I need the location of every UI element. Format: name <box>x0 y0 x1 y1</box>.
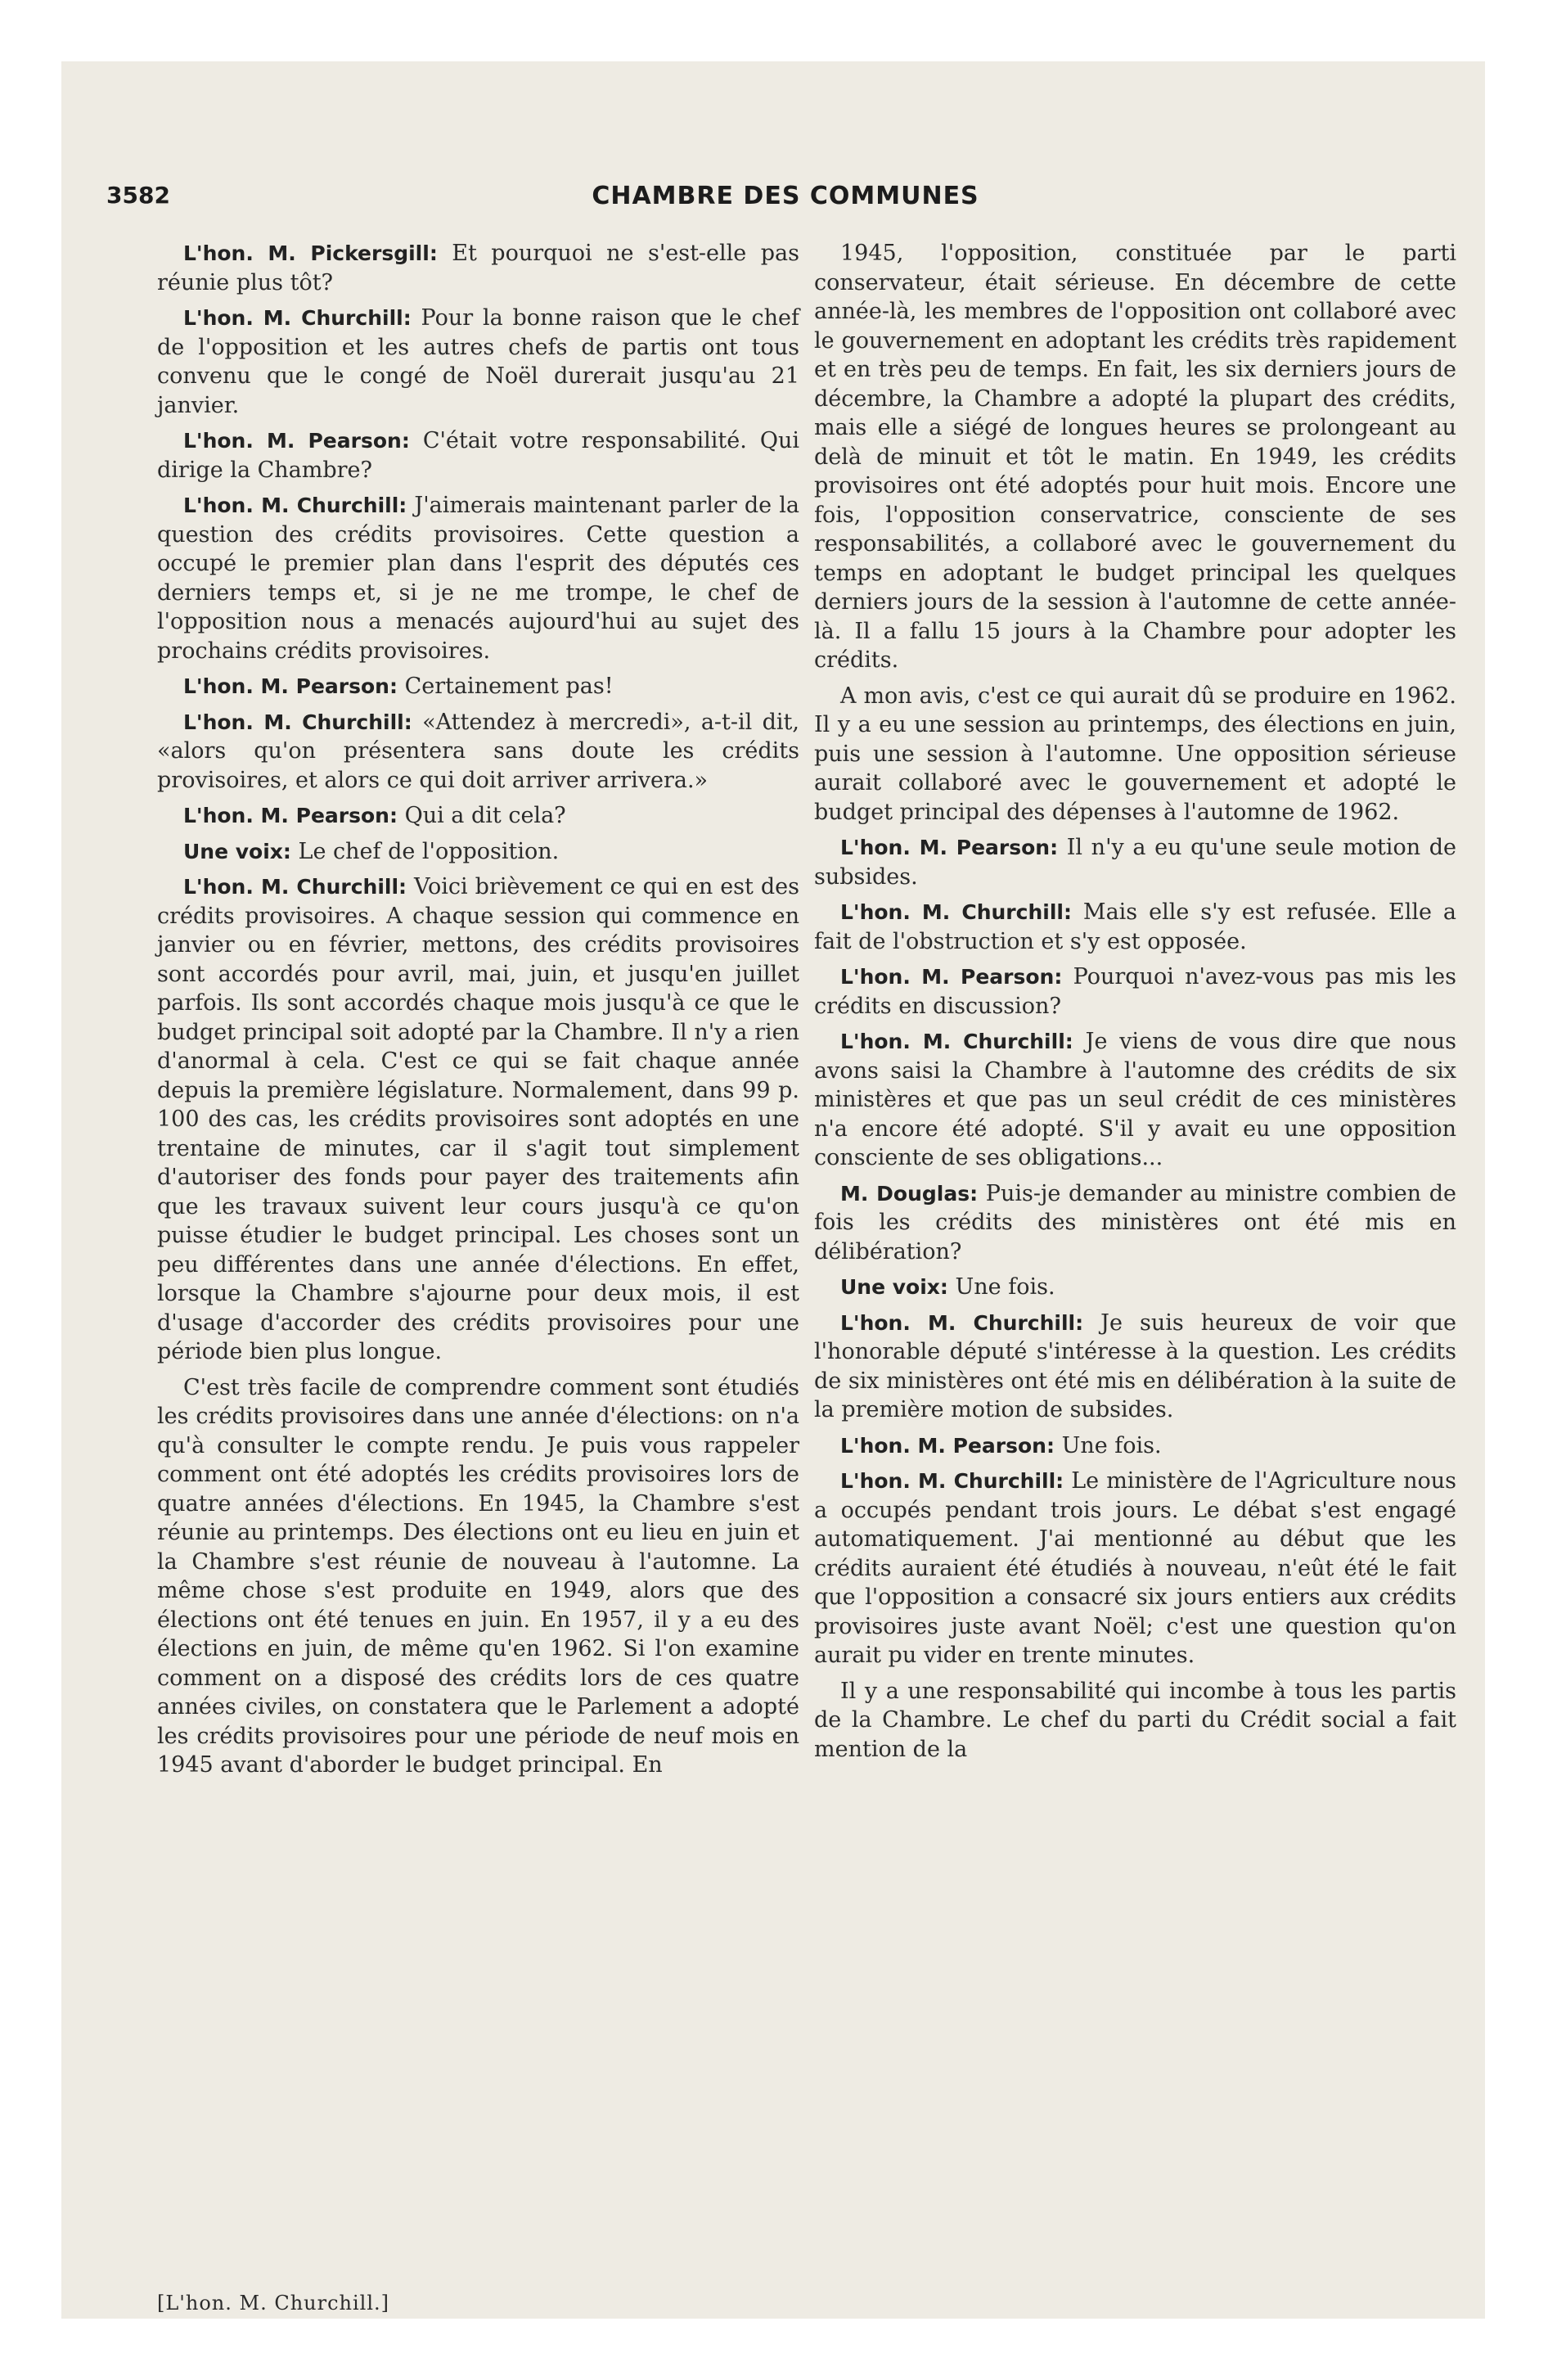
speaker-name: Une voix: <box>840 1275 948 1299</box>
paragraph <box>157 672 799 701</box>
paragraph <box>814 1027 1456 1173</box>
paragraph <box>157 1373 799 1780</box>
paragraph <box>814 1677 1456 1765</box>
paragraph <box>157 872 799 1367</box>
paragraph-text: Il n'y a eu qu'une seule motion de subsides. <box>814 835 1456 890</box>
paragraph <box>157 426 799 485</box>
paragraph <box>814 1467 1456 1670</box>
paragraph-text: Le ministère de l'Agriculture nous a occupés pendant trois jours. Le débat s'est engagé automatiquement. J'ai mentionné au début que les crédits auraient été étudiés à nouveau, n'eût été le fait que l'opposition a consacré six jours entiers aux crédits provisoires juste avant Noël; c'est une question qu'on aurait pu vider en trente minutes. <box>814 1468 1456 1668</box>
paragraph <box>814 898 1456 956</box>
paragraph <box>814 962 1456 1021</box>
paragraph-text: Mais elle s'y est refusée. Elle a fait de l'obstruction et s'y est opposée. <box>814 899 1456 954</box>
paragraph-text: Et pourquoi ne s'est-elle pas réunie plus tôt? <box>157 241 799 295</box>
speaker-name: L'hon. M. Pearson: <box>183 804 398 827</box>
paragraph <box>157 801 799 831</box>
paragraph <box>814 1179 1456 1267</box>
paragraph-text: Certainement pas! <box>404 674 614 699</box>
paragraph <box>814 1273 1456 1302</box>
speaker-name: L'hon. M. Churchill: <box>840 1310 1084 1335</box>
footer-speaker-reference: [L'hon. M. Churchill.] <box>157 2292 390 2315</box>
paragraph-text: Qui a dit cela? <box>404 803 566 828</box>
paragraph-text: Pour la bonne raison que le chef de l'opposition et les autres chefs de partis ont tous convenu que le congé de Noël durerait jusqu'au 21 janvier. <box>157 305 799 418</box>
paragraph <box>814 682 1456 827</box>
paragraph <box>814 239 1456 675</box>
paragraph-text: C'était votre responsabilité. Qui dirige la Chambre? <box>157 428 799 483</box>
paragraph-text: Le chef de l'opposition. <box>298 838 560 864</box>
speaker-name: L'hon. M. Churchill: <box>183 306 412 330</box>
paragraph-text: Voici brièvement ce qui en est des crédits provisoires. A chaque session qui commence en janvier ou en février, mettons, des crédits provisoires sont accordés pour avril, mai, juin, et jusqu'en juillet parfois. Ils sont accordés chaque mois jusqu'à ce que le budget principal soit adopté par la Chambre. Il n'y a rien d'anormal à cela. C'est ce qui se fait chaque année depuis la première législature. Normalement, dans 99 p. 100 des cas, les crédits provisoires sont adoptés en une trentaine de minutes, car il s'agit tout simplement d'autoriser des fonds pour payer des traitements afin que les travaux suivent leur cours jusqu'à ce qu'on puisse étudier le budget principal. Les choses sont un peu différentes dans une année d'élections. En effet, lorsque la Chambre s'ajourne pour deux mois, il est d'usage d'accorder des crédits provisoires pour une période bien plus longue. <box>157 874 799 1364</box>
speaker-name: L'hon. M. Pearson: <box>840 965 1063 989</box>
right-column <box>814 239 1456 1770</box>
paragraph <box>157 304 799 420</box>
paragraph <box>157 837 799 867</box>
paragraph-text: C'est très facile de comprendre comment sont étudiés les crédits provisoires dans une année d'élections: on n'a qu'à consulter le compte rendu. Je puis vous rappeler comment ont été adoptés les crédits provisoires lors de quatre années d'élections. En 1945, la Chambre s'est réunie au printemps. Des élections ont eu lieu en juin et la Chambre s'est réunie de nouveau à l'automne. La même chose s'est produite en 1949, alors que des élections ont été tenues en juin. En 1957, il y a eu des élections en juin, de même qu'en 1962. Si l'on examine comment on a disposé des crédits lors de ces quatre années civiles, on constatera que le Parlement a adopté les crédits provisoires pour une période de neuf mois en 1945 avant d'aborder le budget principal. En <box>157 1374 799 1778</box>
paragraph-text: Une fois. <box>1061 1432 1162 1458</box>
paragraph-text: 1945, l'opposition, constituée par le parti conservateur, était sérieuse. En décembre de cette année-là, les membres de l'opposition ont collaboré avec le gouvernement en adoptant les crédits très rapidement et en très peu de temps. En fait, les six derniers jours de décembre, la Chambre a adopté la plupart des crédits, mais elle a siégé de longues heures se prolongeant au delà de minuit et tôt le matin. En 1949, les crédits provisoires ont été adoptés pour huit mois. Encore une fois, l'opposition conservatrice, consciente de ses responsabilités, a collaboré avec le gouvernement du temps en adoptant le budget principal les quelques derniers jours de la session à l'automne de cette année-là. Il a fallu 15 jours à la Chambre pour adopter les crédits. <box>814 241 1456 673</box>
speaker-name: L'hon. M. Pickersgill: <box>183 241 438 265</box>
speaker-name: L'hon. M. Churchill: <box>840 1030 1073 1053</box>
speaker-name: L'hon. M. Pearson: <box>183 429 410 453</box>
paragraph-text: Une fois. <box>955 1274 1055 1300</box>
paragraph-text: Je suis heureux de voir que l'honorable député s'intéresse à la question. Les crédits de six ministères ont été mis en délibération à la suite de la première motion de subsides. <box>814 1309 1456 1422</box>
speaker-name: M. Douglas: <box>840 1181 979 1206</box>
running-title: CHAMBRE DES COMMUNES <box>592 182 979 210</box>
paragraph-text: J'aimerais maintenant parler de la question des crédits provisoires. Cette question a occupé le premier plan dans l'esprit des députés ces derniers temps et, si je ne me trompe, le chef de l'opposition nous a menacés aujourd'hui au sujet des prochains crédits provisoires. <box>157 493 800 664</box>
paragraph <box>814 833 1456 891</box>
speaker-name: L'hon. M. Pearson: <box>183 674 398 698</box>
speaker-name: L'hon. M. Churchill: <box>183 494 407 517</box>
left-column <box>157 239 799 1787</box>
paragraph-text: Il y a une responsabilité qui incombe à tous les partis de la Chambre. Le chef du parti du Crédit social a fait mention de la <box>814 1678 1456 1762</box>
paragraph-text: «Attendez à mercredi», a-t-il dit, «alors qu'on présentera sans doute les crédits provisoires, et alors ce qui doit arriver arrivera.» <box>157 709 799 793</box>
page-header <box>106 182 1465 214</box>
speaker-name: L'hon. M. Pearson: <box>840 836 1059 859</box>
speaker-name: L'hon. M. Churchill: <box>840 900 1072 924</box>
speaker-name: L'hon. M. Churchill: <box>840 1469 1064 1493</box>
paragraph <box>814 1431 1456 1461</box>
page-number: 3582 <box>106 182 170 209</box>
paragraph-text: Puis-je demander au ministre combien de fois les crédits des ministères ont été mis en délibération? <box>814 1180 1456 1264</box>
paragraph <box>814 1309 1456 1425</box>
speaker-name: L'hon. M. Churchill: <box>183 710 412 734</box>
paragraph-text: Je viens de vous dire que nous avons saisi la Chambre à l'automne des crédits de six ministères et que pas un seul crédit de ces ministères n'a encore été adopté. S'il y avait eu une opposition consciente de ses obligations... <box>814 1029 1456 1170</box>
paragraph <box>157 239 799 297</box>
paragraph-text: A mon avis, c'est ce qui aurait dû se produire en 1962. Il y a eu une session au printemps, des élections en juin, puis une session à l'automne. Une opposition sérieuse aurait collaboré avec le gouvernement et adopté le budget principal des dépenses à l'automne de 1962. <box>814 683 1456 825</box>
speaker-name: Une voix: <box>183 839 291 863</box>
paragraph-text: Pourquoi n'avez-vous pas mis les crédits en discussion? <box>814 964 1456 1019</box>
paragraph <box>157 708 799 796</box>
speaker-name: L'hon. M. Pearson: <box>840 1433 1055 1458</box>
paragraph <box>157 491 799 665</box>
speaker-name: L'hon. M. Churchill: <box>183 875 407 899</box>
